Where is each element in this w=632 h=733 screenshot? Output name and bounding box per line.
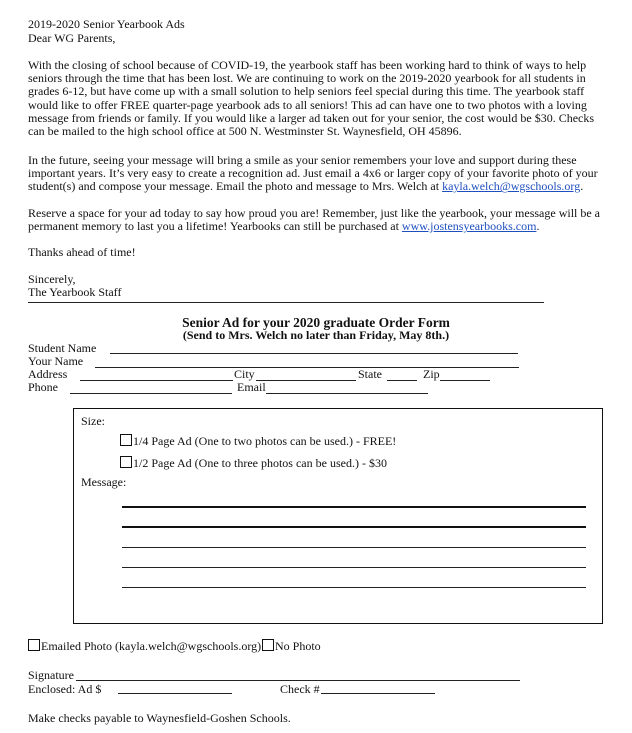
jostens-link[interactable]: www.jostensyearbooks.com xyxy=(401,219,537,234)
state-field[interactable] xyxy=(387,380,417,381)
phone-field[interactable] xyxy=(70,393,232,394)
half-page-checkbox[interactable] xyxy=(120,456,132,468)
letter-title: 2019-2020 Senior Yearbook Ads xyxy=(28,17,185,31)
message-line-1[interactable] xyxy=(122,506,586,508)
letter-paragraph-1: With the closing of school because of COVID-19, the yearbook staff has been working hard to think of ways to help seniors through the time that has been lost. We are continuing to work on the 2019-2020 yearbook for all students in grades 6-12, but have come up with a small solution to help seniors feel special during this time. The yearbook staff would like to offer FREE quarter-page yearbook ads to all seniors! This ad can have one to two photos with a loving message from friends or family. If you would like a larger ad taken out for your senior, the cost would be $30. Checks can be mailed to the high school office at 500 N. Westminster St. Waynesfield, OH 45896. xyxy=(28,58,595,139)
size-label: Size: xyxy=(81,414,105,428)
letter-greeting: Dear WG Parents, xyxy=(28,31,116,45)
emailed-photo-label: Emailed Photo (kayla.welch@wgschools.org) xyxy=(41,639,262,653)
address-field[interactable] xyxy=(80,380,233,381)
message-line-3[interactable] xyxy=(122,547,586,548)
no-photo-option[interactable] xyxy=(262,639,321,653)
letter-signature: The Yearbook Staff xyxy=(28,285,122,299)
state-label: State xyxy=(358,367,382,381)
welch-email-link[interactable]: kayla.welch@wgschools.org xyxy=(442,179,581,194)
check-number-field[interactable] xyxy=(321,693,435,694)
letter-paragraph-2-text: In the future, seeing your message will bring a smile as your senior remembers your love and support during these important years. It’s very easy to create a recognition ad. Just email a 4x6 or larger copy of your favorite photo of your student(s) and compose your message. Email the photo and message to Mrs. Welch at xyxy=(28,153,598,194)
message-line-5[interactable] xyxy=(122,587,586,588)
letter-paragraph-2-end: . xyxy=(580,179,584,194)
emailed-photo-checkbox[interactable] xyxy=(28,639,40,651)
message-label: Message: xyxy=(81,475,127,489)
payable-note: Make checks payable to Waynesfield-Goshen Schools. xyxy=(28,711,291,725)
quarter-page-checkbox[interactable] xyxy=(120,434,132,446)
no-photo-label: No Photo xyxy=(275,639,321,653)
enclosed-label: Enclosed: Ad $ xyxy=(28,682,102,696)
letter-closing: Sincerely, xyxy=(28,272,76,286)
form-title: Senior Ad for your 2020 graduate Order Form xyxy=(182,315,450,330)
message-line-4[interactable] xyxy=(122,567,586,568)
signature-label: Signature xyxy=(28,668,74,682)
half-page-label: 1/2 Page Ad (One to three photos can be used.) - $30 xyxy=(133,456,387,470)
email-label: Email xyxy=(237,380,266,394)
city-label: City xyxy=(234,367,255,381)
letter-paragraph-3-text: Reserve a space for your ad today to say how proud you are! Remember, just like the yearbook, your message will be a permanent memory to last you a lifetime! Yearbooks can still be purchased at xyxy=(28,206,601,234)
your-name-field[interactable] xyxy=(95,367,519,368)
letter-paragraph-3-end: . xyxy=(536,219,540,234)
email-field[interactable] xyxy=(266,393,428,394)
check-number-label: Check # xyxy=(280,682,320,696)
form-subtitle: (Send to Mrs. Welch no later than Friday, May 8th.) xyxy=(182,328,450,342)
zip-label: Zip xyxy=(423,367,440,381)
letter-thanks: Thanks ahead of time! xyxy=(28,245,136,259)
student-name-label: Student Name xyxy=(28,341,97,355)
option-half-page[interactable] xyxy=(120,456,387,470)
ad-details-box xyxy=(73,408,603,624)
quarter-page-label: 1/4 Page Ad (One to two photos can be used.) - FREE! xyxy=(133,434,397,448)
your-name-label: Your Name xyxy=(28,354,84,368)
letter-paragraph-2 xyxy=(28,154,603,194)
section-divider xyxy=(28,302,544,303)
no-photo-checkbox[interactable] xyxy=(262,639,274,651)
address-label: Address xyxy=(28,367,68,381)
signature-field[interactable] xyxy=(76,680,520,681)
zip-field[interactable] xyxy=(440,380,490,381)
emailed-photo-option[interactable] xyxy=(28,639,261,653)
phone-label: Phone xyxy=(28,380,58,394)
message-line-2[interactable] xyxy=(122,526,586,528)
student-name-field[interactable] xyxy=(110,353,518,354)
city-field[interactable] xyxy=(256,380,356,381)
enclosed-amount-field[interactable] xyxy=(118,693,232,694)
letter-paragraph-3 xyxy=(28,207,603,233)
option-quarter-page[interactable] xyxy=(120,434,396,448)
